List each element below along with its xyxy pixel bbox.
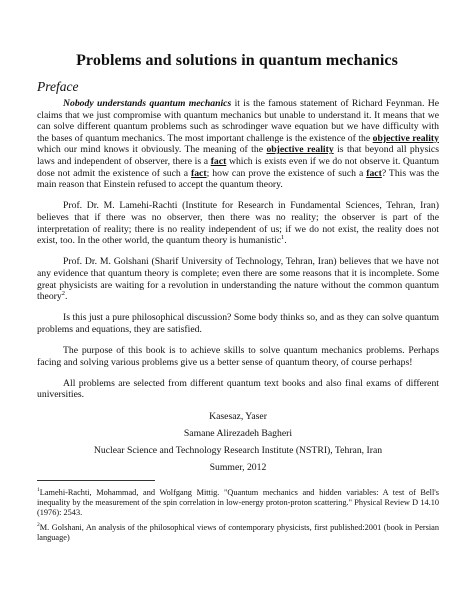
footnote-text: Lamehi-Rachti, Mohammad, and Wolfgang Mittig. "Quantum mechanics and hidden variables: A test of Bell's inequality by the measurement of the spin correlation in low-energy proton-proton scattering." Physical Review D 14.10 (1976): 2543. xyxy=(37,488,439,517)
preface-heading: Preface xyxy=(37,79,79,94)
text-run: Prof. Dr. M. Lamehi-Rachti (Institute for Research in Fundamental Sciences, Tehran, Iran) believes that if there was no observer, then there was no reality; the observer is part of the interpretation of reality; there is no reality independent of us; if we do not exist, the reality does not exist, too. In the other world, the quantum theory is humanistic xyxy=(37,200,439,247)
keyword-objective-reality: objective reality xyxy=(266,144,334,156)
footnote-text: M. Golshani, An analysis of the philosophical views of contemporary physicists, first published:2001 (book in Persian language) xyxy=(37,523,439,543)
author-2: Samane Alirezadeh Bagheri xyxy=(183,427,293,439)
text-run: . xyxy=(284,235,287,247)
footnote-number: 2 xyxy=(37,522,40,529)
keyword-fact: fact xyxy=(190,167,207,179)
paragraph-philosophical: Is this just a pure philosophical discussion? Some body thinks so, and as they can solve quantum problems and equations, they are satisfied. xyxy=(37,312,439,335)
paragraph-golshani xyxy=(37,256,439,302)
keyword-objective-reality: objective reality xyxy=(372,132,439,144)
lead-phrase: Nobody understands quantum mechanics xyxy=(63,98,232,109)
text-run: . xyxy=(65,291,68,303)
text-run: Prof. Dr. M. Golshani (Sharif University of Technology, Tehran, Iran) believes that we have not any evidence that quantum theory is complete; even there are some reasons that it is incomplete. Some great physicists are waiting for a revolution in understanding the nature without the common quantum theory xyxy=(37,256,439,303)
footnote-ref-1[interactable]: 1 xyxy=(281,233,285,241)
keyword-fact: fact xyxy=(366,167,382,179)
text-run: which is exists even if we do not observe it. Quantum dose not admit the existence of such a xyxy=(37,155,439,179)
text-run: ? This was the main reason that Einstein refused to accept the quantum theory. xyxy=(37,167,439,191)
preface-body xyxy=(37,98,439,479)
institute: Nuclear Science and Technology Research Institute (NSTRI), Tehran, Iran xyxy=(93,445,383,456)
footnote-2 xyxy=(37,523,439,543)
paragraph-feynman xyxy=(37,98,439,191)
text-run: it is the famous statement of Richard Feynman. He claims that we just compromise with quantum mechanics but unable to understand it. It means that we can solve different quantum problems such as schrodinger wave equation but we have difficulty with the bases of quantum mechanics. The most important challenge is the existence of the xyxy=(37,98,440,144)
keyword-fact: fact xyxy=(210,155,227,167)
footnote-divider xyxy=(37,480,155,481)
footnote-number: 1 xyxy=(37,487,40,494)
footnote-1 xyxy=(37,488,439,517)
footnotes xyxy=(37,488,439,549)
date: Summer, 2012 xyxy=(209,462,267,474)
text-run: ; how can prove the existence of such a xyxy=(206,167,367,179)
paragraph-purpose: The purpose of this book is to achieve skills to solve quantum mechanics problems. Perhaps facing and solving various problems give us a better sense of quantum theory, of course perhaps! xyxy=(37,345,439,368)
paragraph-lamehi xyxy=(37,200,439,246)
page-title: Problems and solutions in quantum mechanics xyxy=(76,52,398,69)
text-run: is that beyond all physics laws and independent of observer, there is a xyxy=(37,144,439,167)
text-run: which our mind knows it obviously. The meaning of the xyxy=(37,144,267,156)
footnote-ref-2[interactable]: 2 xyxy=(61,289,65,297)
paragraph-sources: All problems are selected from different quantum text books and also final exams of different universities. xyxy=(37,377,439,401)
author-1: Kasesaz, Yaser xyxy=(209,410,267,422)
